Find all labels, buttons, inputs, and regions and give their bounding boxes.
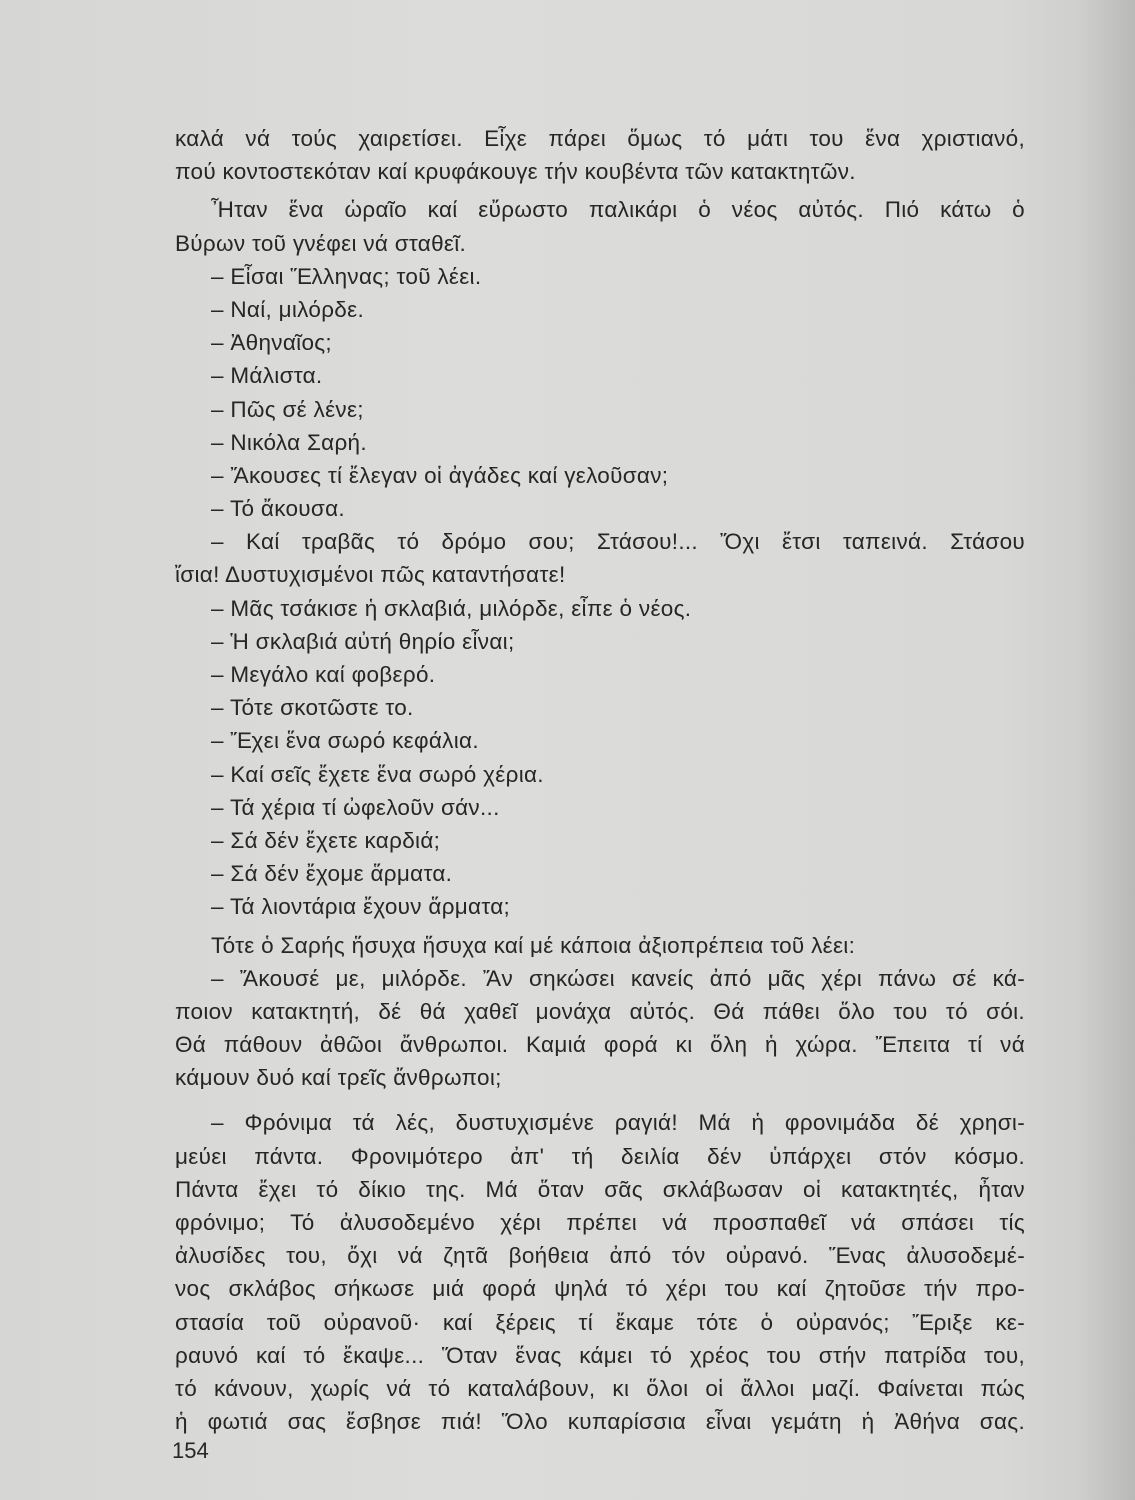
text-line: Τότε ὁ Σαρής ἥσυχα ἥσυχα καί μέ κάποια ἀξιοπρέπεια τοῦ λέει: [211, 932, 856, 958]
page-number: 154 [172, 1438, 209, 1463]
text-line: φρόνιμο; Τό ἀλυσοδεμένο χέρι πρέπει νά προσπαθεῖ νά σπάσει τίς [175, 1210, 1025, 1235]
dialogue-line: – Εἶσαι Ἕλληνας; τοῦ λέει. [211, 263, 482, 289]
text-line: ἀλυσίδες του, ὄχι νά ζητᾶ βοήθεια ἀπό τόν οὐρανό. Ἕνας ἀλυσοδεμέ- [175, 1243, 1025, 1269]
dialogue-line: – Πῶς σέ λένε; [211, 396, 364, 422]
dialogue-line: – Μεγάλο καί φοβερό. [211, 662, 436, 687]
text-line: Θά πάθουν ἀθῶοι ἄνθρωποι. Καμιά φορά κι ὅλη ἡ χώρα. Ἔπειτα τί νά [175, 1032, 1025, 1058]
text-line: μεύει πάντα. Φρονιμότερο ἀπ' τή δειλία δέν ὑπάρχει στόν κόσμο. [175, 1143, 1025, 1169]
dialogue-line: – Σά δέν ἔχομε ἅρματα. [211, 861, 453, 887]
dialogue-line: – Μάλιστα. [211, 363, 323, 389]
dialogue-line: – Τότε σκοτῶστε το. [211, 695, 414, 721]
dialogue-line: – Ἀθηναῖος; [211, 330, 332, 356]
text-line: ἡ φωτιά σας ἔσβησε πιά! Ὅλο κυπαρίσσια εἶναι γεμάτη ἡ Ἀθήνα σας. [175, 1409, 1025, 1435]
text-line: κάμουν δυό καί τρεῖς ἄνθρωποι; [175, 1065, 502, 1091]
dialogue-line: – Μᾶς τσάκισε ἡ σκλαβιά, μιλόρδε, εἶπε ὁ νέος. [211, 595, 692, 621]
dialogue-line: – Τά λιοντάρια ἔχουν ἅρματα; [211, 894, 511, 920]
text-line: ραυνό καί τό ἔκαψε... Ὅταν ἕνας κάμει τό χρέος του στήν πατρίδα του, [175, 1342, 1025, 1368]
dialogue-line: – Ναί, μιλόρδε. [211, 296, 365, 322]
text-line: τό κάνουν, χωρίς νά τό καταλάβουν, κι ὅλοι οἱ ἄλλοι μαζί. Φαίνεται πώς [175, 1375, 1025, 1401]
text-line: νος σκλάβος σήκωσε μιά φορά ψηλά τό χέρι του καί ζητοῦσε τήν προ- [175, 1276, 1025, 1302]
body-text [175, 122, 1025, 1438]
text-line: Πάντα ἔχει τό δίκιο της. Μά ὅταν σᾶς σκλάβωσαν οἱ κατακτητές, ἦταν [175, 1176, 1025, 1202]
dialogue-line: – Ἄκουσες τί ἔλεγαν οἱ ἀγάδες καί γελοῦσαν; [211, 462, 669, 488]
dialogue-line: – Σά δέν ἔχετε καρδιά; [211, 827, 441, 853]
dialogue-line: – Τά χέρια τί ὠφελοῦν σάν... [211, 794, 500, 820]
text-line: ἴσια! Δυστυχισμένοι πῶς καταντήσατε! [175, 562, 566, 588]
text-line: πού κοντοστεκόταν καί κρυφάκουγε τήν κουβέντα τῶν κατακτητῶν. [175, 159, 856, 185]
dialogue-line: – Νικόλα Σαρή. [211, 429, 367, 455]
dialogue-line: – Ἡ σκλαβιά αὐτή θηρίο εἶναι; [211, 628, 515, 654]
dialogue-line: – Τό ἄκουσα. [211, 496, 345, 522]
text-line: ποιον κατακτητή, δέ θά χαθεῖ μονάχα αὐτός. Θά πάθει ὅλο του τό σόι. [175, 998, 1025, 1024]
text-line: Ἦταν ἕνα ὡραῖο καί εὔρωστο παλικάρι ὁ νέος αὐτός. Πιό κάτω ὁ [211, 197, 1025, 223]
dialogue-line: – Ἄκουσέ με, μιλόρδε. Ἄν σηκώσει κανείς ἀπό μᾶς χέρι πάνω σέ κά- [211, 965, 1025, 991]
dialogue-line: – Ἔχει ἕνα σωρό κεφάλια. [211, 728, 479, 754]
text-line: Βύρων τοῦ γνέφει νά σταθεῖ. [175, 230, 467, 256]
text-line: καλά νά τούς χαιρετίσει. Εἶχε πάρει ὅμως τό μάτι του ἕνα χριστιανό, [175, 126, 1025, 151]
dialogue-line: – Φρόνιμα τά λές, δυστυχισμένε ραγιά! Μά ἡ φρονιμάδα δέ χρησι- [211, 1110, 1025, 1136]
text-line: στασία τοῦ οὐρανοῦ· καί ξέρεις τί ἔκαμε τότε ὁ οὐρανός; Ἔριξε κε- [175, 1309, 1025, 1335]
dialogue-line: – Καί τραβᾶς τό δρόμο σου; Στάσου!... Ὄχι ἔτσι ταπεινά. Στάσου [211, 529, 1025, 555]
dialogue-line: – Καί σεῖς ἔχετε ἕνα σωρό χέρια. [211, 761, 544, 787]
